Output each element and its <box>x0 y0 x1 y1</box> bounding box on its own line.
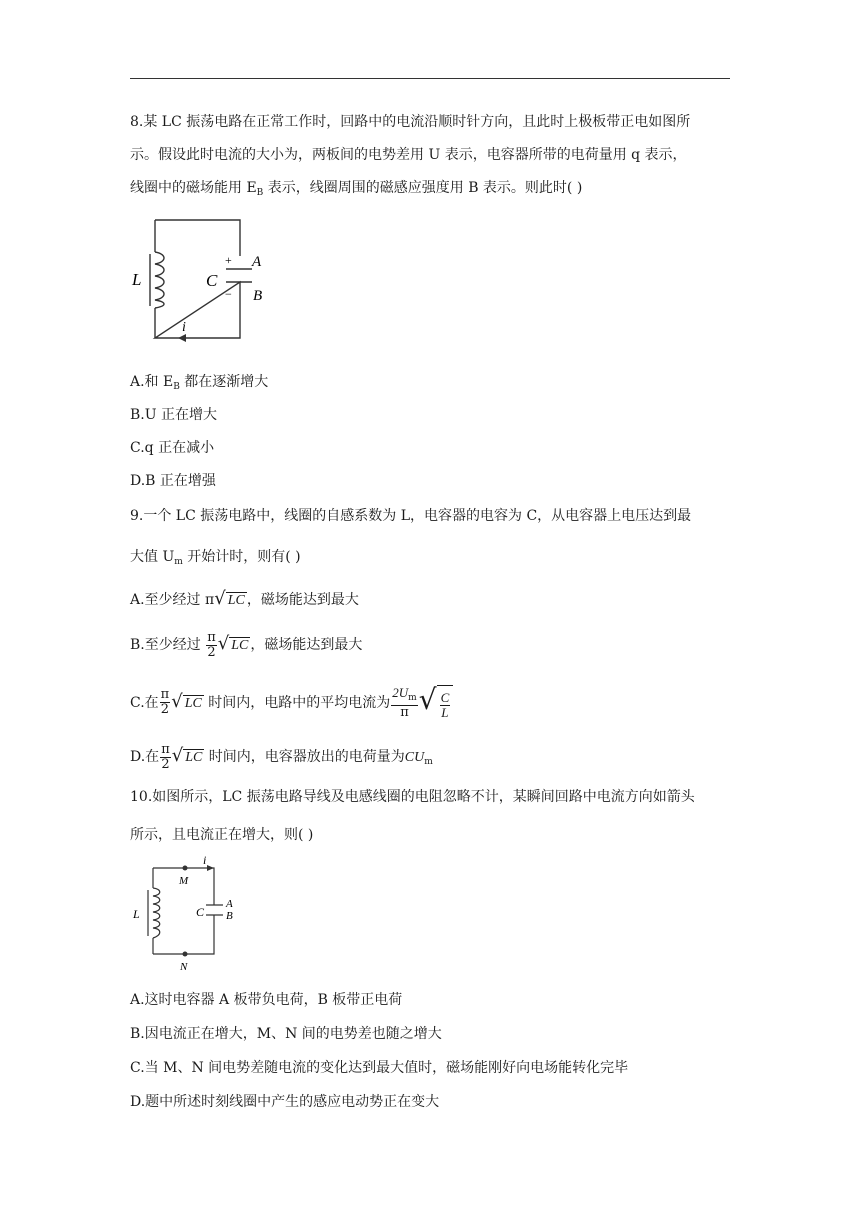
fraction-pi-over-2: $\frac{\pi}{2}$ <box>160 687 170 718</box>
header-rule <box>130 78 730 79</box>
q9-stem-line2: 大值 $U_m$ 开始计时，则有( ) <box>130 549 301 567</box>
q10-label-b: B <box>226 910 233 922</box>
q8-label-minus: − <box>225 287 232 301</box>
q9-stem-line1: 9.一个 LC 振荡电路中，线圈的自感系数为 L，电容器的电容为 C，从电容器上电压达到最 <box>130 508 692 524</box>
sqrt-c-over-l: √ $\frac{C}{L}$ <box>419 680 454 726</box>
sqrt-lc: √ LC <box>171 745 203 766</box>
sqrt-lc: √ LC <box>217 633 249 654</box>
q8-option-c: C.q 正在减小 <box>130 440 215 456</box>
q10-label-a: A <box>226 898 233 910</box>
q8-label-c: C <box>206 271 218 290</box>
fraction-pi-over-2: $\frac{\pi}{2}$ <box>161 741 170 772</box>
q10-option-c: C.当 M、N 间电势差随电流的变化达到最大值时，磁场能刚好向电场能转化完毕 <box>130 1060 629 1076</box>
q8-stem-line1: 8.某 LC 振荡电路在正常工作时，回路中的电流沿顺时针方向，且此时上极板带正电如图所 <box>130 114 691 130</box>
q10-option-a: A.这时电容器 A 板带负电荷，B 板带正电荷 <box>130 992 403 1008</box>
q8-option-b: B.U 正在增大 <box>130 407 217 423</box>
q9-option-c: C.在 $\frac{\pi}{2}$ √ LC 时间内，电路中的平均电流为 $\frac{2U_m}{\pi}$ √ $\frac{C}{L}$ <box>130 680 453 726</box>
q10-label-n: N <box>180 961 188 973</box>
q8-option-a: A.和 $E_B$ 都在逐渐增大 <box>130 374 269 392</box>
q9-option-b: B.至少经过 $\frac{\pi}{2}$ √ LC ，磁场能达到最大 <box>130 626 362 664</box>
q10-stem-line1: 10.如图所示，LC 振荡电路导线及电感线圈的电阻忽略不计，某瞬间回路中电流方向如箭头 <box>130 789 695 805</box>
q8-label-l: L <box>132 270 142 289</box>
q10-label-i: i <box>203 854 207 867</box>
q8-label-a: A <box>252 254 262 270</box>
sqrt-lc: √ LC <box>171 690 202 712</box>
q10-label-l: L <box>133 907 140 921</box>
q10-option-d: D.题中所述时刻线圈中产生的感应电动势正在变大 <box>130 1094 440 1110</box>
q10-label-c: C <box>196 905 205 919</box>
fraction-pi-over-2: $\frac{\pi}{2}$ <box>207 629 216 660</box>
q8-label-i: i <box>182 320 186 335</box>
sqrt-lc: √ LC <box>214 588 245 609</box>
q9-option-a: A.至少经过 π√ LC ，磁场能达到最大 <box>130 588 359 609</box>
fraction-2um-over-pi: $\frac{2U_m}{\pi}$ <box>392 684 417 720</box>
q10-circuit-figure <box>128 854 248 974</box>
q8-option-d: D.B 正在增强 <box>130 473 216 489</box>
q8-stem-line2: 示。假设此时电流的大小为，两板间的电势差用 U 表示，电容器所带的电荷量用 q 表示， <box>130 147 687 163</box>
q10-stem-line2: 所示，且电流正在增大，则( ) <box>130 827 314 843</box>
q10-option-b: B.因电流正在增大，M、N 间的电势差也随之增大 <box>130 1026 442 1042</box>
q9-option-d: D.在 $\frac{\pi}{2}$ √ LC 时间内，电容器放出的电荷量为$CU_m$ <box>130 738 433 780</box>
q10-label-m: M <box>179 875 189 887</box>
q8-stem-line3: 线圈中的磁场能用 $E_B$ 表示，线圈周围的磁感应强度用 B 表示。则此时( ) <box>130 180 583 198</box>
q8-label-b: B <box>253 288 263 304</box>
q8-label-plus: + <box>225 253 232 267</box>
q8-circuit-figure <box>122 212 282 346</box>
